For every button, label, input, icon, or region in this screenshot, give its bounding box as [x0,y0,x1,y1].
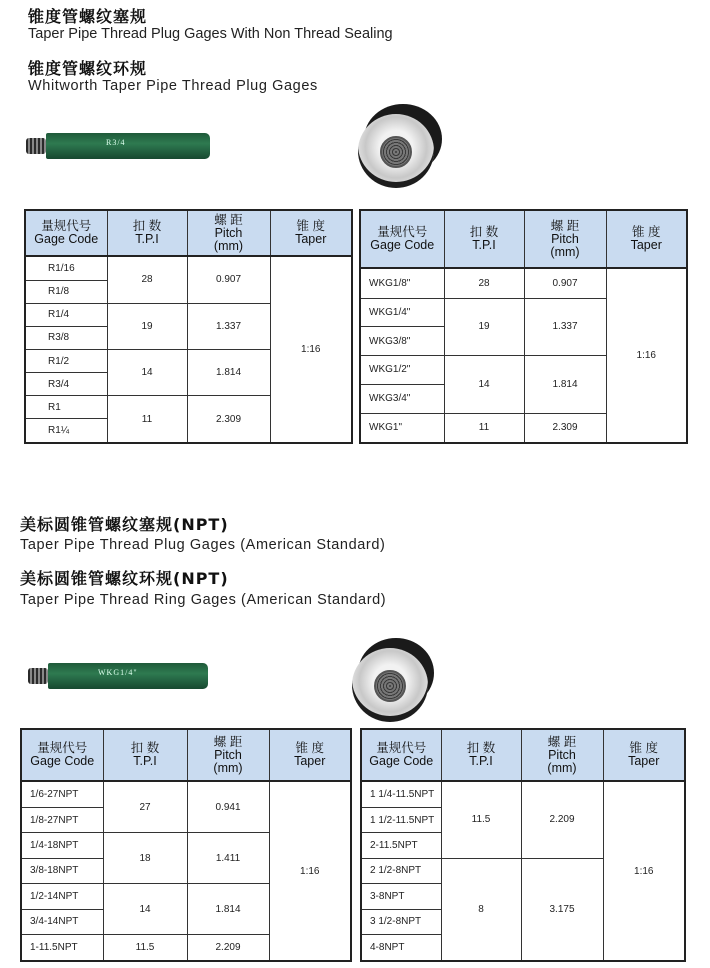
header-taper: 锥 度 Taper [603,729,685,781]
tpi-cell: 28 [107,256,187,303]
header-pitch: 螺 距 Pitch (mm) [524,210,606,268]
gage-code-cell: 3/4-14NPT [21,909,103,934]
header-taper: 锥 度 Taper [270,210,352,256]
tpi-cell: 14 [444,356,524,414]
gage-code-cell: R1¼ [25,419,107,443]
section2-en-title-2: Taper Pipe Thread Ring Gages (American Standard) [20,592,387,608]
header-tpi: 扣 数 T.P.I [103,729,187,781]
gage-code-cell: 1-11.5NPT [21,935,103,962]
pitch-cell: 2.209 [521,781,603,858]
section2-en-title-1: Taper Pipe Thread Plug Gages (American Standard) [20,537,386,553]
tpi-cell: 28 [444,268,524,298]
table-npt-ring [360,728,686,962]
ring-gage-image [350,638,436,724]
gage-code-cell: R1 [25,396,107,419]
tpi-cell: 11 [444,413,524,443]
tpi-cell: 19 [444,298,524,356]
gage-code-cell: WKG1/8" [360,268,444,298]
header-gage-code: 量规代号 Gage Code [25,210,107,256]
thread-end [28,668,48,684]
tpi-cell: 11 [107,396,187,443]
section1-en-title-1: Taper Pipe Thread Plug Gages With Non Thread Sealing [28,26,393,42]
gage-code-cell: 2 1/2-8NPT [361,858,441,883]
ring-gage-image [356,104,442,190]
header-gage-code: 量规代号 Gage Code [361,729,441,781]
section1-cn-title-2: 锥度管螺纹环规 [28,59,148,78]
gage-code-cell: R1/2 [25,349,107,372]
tpi-cell: 27 [103,781,187,833]
gage-code-cell: WKG3/8" [360,327,444,356]
pitch-cell: 3.175 [521,858,603,961]
tpi-cell: 14 [103,884,187,935]
gage-code-cell: 1/6-27NPT [21,781,103,807]
gage-marking: WKG1/4" [98,668,138,677]
pitch-cell: 0.941 [187,781,269,833]
pitch-cell: 1.411 [187,833,269,884]
gage-code-cell: 2-11.5NPT [361,833,441,858]
plug-gage-image [26,660,210,694]
gage-code-cell: 3-8NPT [361,884,441,909]
gage-code-cell: 3 1/2-8NPT [361,909,441,934]
header-taper: 锥 度 Taper [269,729,351,781]
thread-end [26,138,46,154]
pitch-cell: 2.309 [187,396,270,443]
gage-code-cell: WKG3/4" [360,384,444,413]
section2-cn-title-1: 美标圆锥管螺纹塞规(NPT) [20,515,229,534]
gage-code-cell: 1/8-27NPT [21,807,103,832]
gage-marking: R3/4 [106,138,126,147]
header-taper: 锥 度 Taper [606,210,687,268]
header-gage-code: 量规代号 Gage Code [21,729,103,781]
pitch-cell: 2.209 [187,935,269,962]
pitch-cell: 1.814 [187,349,270,395]
tpi-cell: 19 [107,303,187,349]
table-wkg-series [359,209,688,444]
tpi-cell: 8 [441,858,521,961]
gage-code-cell: 1/4-18NPT [21,833,103,858]
ring-hole [374,670,406,702]
gage-code-cell: R1/4 [25,303,107,326]
gage-code-cell: R3/8 [25,326,107,349]
gage-code-cell: R1/16 [25,256,107,280]
pitch-cell: 0.907 [187,256,270,303]
gage-code-cell: 1 1/4-11.5NPT [361,781,441,807]
header-tpi: 扣 数 T.P.I [441,729,521,781]
pitch-cell: 2.309 [524,413,606,443]
gage-code-cell: 3/8-18NPT [21,858,103,883]
tpi-cell: 11.5 [441,781,521,858]
pitch-cell: 0.907 [524,268,606,298]
pitch-cell: 1.814 [524,356,606,414]
gage-code-cell: WKG1/4" [360,298,444,327]
header-gage-code: 量规代号 Gage Code [360,210,444,268]
gage-handle [46,133,210,159]
tpi-cell: 14 [107,349,187,395]
gage-code-cell: 1/2-14NPT [21,884,103,909]
taper-cell: 1:16 [606,268,687,443]
header-pitch: 螺 距 Pitch (mm) [521,729,603,781]
pitch-cell: 1.337 [187,303,270,349]
gage-code-cell: 4-8NPT [361,935,441,962]
header-tpi: 扣 数 T.P.I [107,210,187,256]
ring-hole [380,136,412,168]
table-npt-plug [20,728,352,962]
header-pitch: 螺 距 Pitch (mm) [187,729,269,781]
plug-gage-image [22,130,212,164]
tpi-cell: 11.5 [103,935,187,962]
tpi-cell: 18 [103,833,187,884]
header-pitch: 螺 距 Pitch (mm) [187,210,270,256]
section1-cn-title-1: 锥度管螺纹塞规 [28,7,148,26]
header-tpi: 扣 数 T.P.I [444,210,524,268]
gage-code-cell: R1/8 [25,280,107,303]
taper-cell: 1:16 [603,781,685,961]
pitch-cell: 1.337 [524,298,606,356]
gage-code-cell: R3/4 [25,373,107,396]
taper-cell: 1:16 [270,256,352,443]
taper-cell: 1:16 [269,781,351,961]
gage-code-cell: 1 1/2-11.5NPT [361,807,441,832]
gage-code-cell: WKG1/2" [360,356,444,385]
table-r-series [24,209,353,444]
pitch-cell: 1.814 [187,884,269,935]
section2-cn-title-2: 美标圆锥管螺纹环规(NPT) [20,569,229,588]
gage-code-cell: WKG1" [360,413,444,443]
section1-en-title-2: Whitworth Taper Pipe Thread Plug Gages [28,78,318,94]
